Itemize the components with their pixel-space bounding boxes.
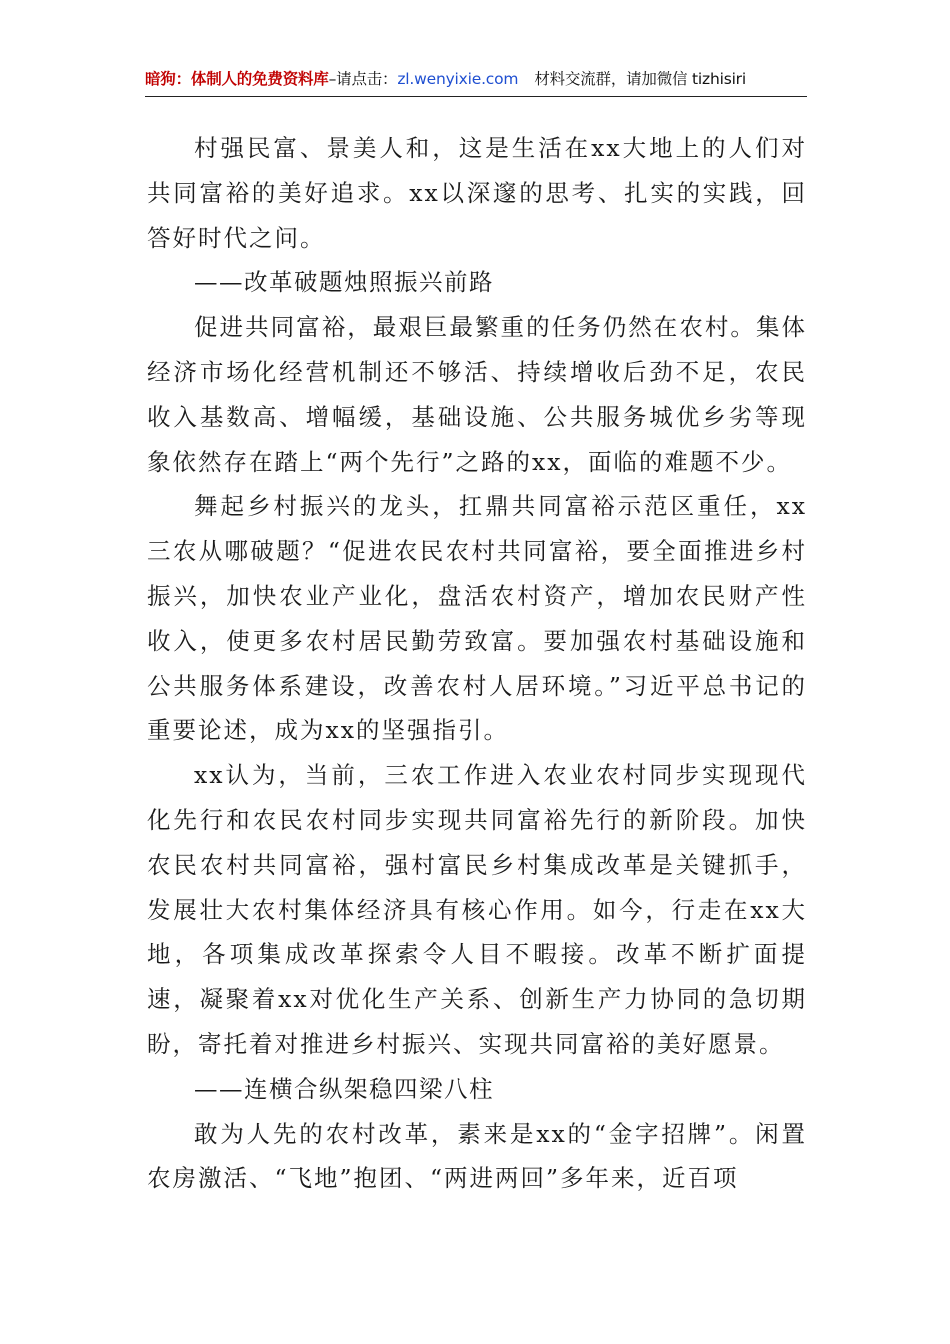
header-brand: 暗狗：体制人的免费资料库 (145, 70, 329, 88)
page-header (145, 66, 807, 97)
paragraph-new-stage: xx认为，当前，三农工作进入农业农村同步实现现代化先行和农民农村同步实现共同富裕先行的新阶段。加快农民农村共同富裕，强村富民乡村集成改革是关键抓手，发展壮大农村集体经济具有核心作用。如今，行走在xx大地，各项集成改革探索令人目不暇接。改革不断扩面提速，凝聚着xx对优化生产关系、创新生产力协同的急切期盼，寄托着对推进乡村振兴、实现共同富裕的美好愿景。 (147, 761, 807, 1058)
paragraph-intro: 村强民富、景美人和，这是生活在xx大地上的人们对共同富裕的美好追求。xx以深邃的思考、扎实的实践，回答好时代之问。 (147, 134, 807, 252)
section-heading-reform: ——改革破题烛照振兴前路 (194, 268, 494, 297)
header-group-text: 材料交流群，请加微信 tizhisiri (534, 70, 746, 88)
paragraph-golden-brand: 敢为人先的农村改革，素来是xx的“金字招牌”。闲置农房激活、“飞地”抱团、“两进两回”多年来，近百项 (147, 1119, 807, 1193)
header-url-link[interactable]: zl.wenyixie.com (397, 70, 519, 88)
section-heading-framework: ——连横合纵架稳四梁八柱 (194, 1074, 494, 1103)
header-click-prefix: –请点击： (328, 70, 398, 88)
paragraph-guidance: 舞起乡村振兴的龙头，扛鼎共同富裕示范区重任，xx三农从哪破题？“促进农民农村共同富裕，要全面推进乡村振兴，加快农业产业化，盘活农村资产，增加农民财产性收入，使更多农村居民勤劳致富。要加强农村基础设施和公共服务体系建设，改善农村人居环境。”习近平总书记的重要论述，成为xx的坚强指引。 (147, 492, 807, 745)
document-body (147, 126, 807, 1201)
paragraph-challenges: 促进共同富裕，最艰巨最繁重的任务仍然在农村。集体经济市场化经营机制还不够活、持续增收后劲不足，农民收入基数高、增幅缓，基础设施、公共服务城优乡劣等现象依然存在踏上“两个先行”之路的xx，面临的难题不少。 (147, 313, 807, 476)
